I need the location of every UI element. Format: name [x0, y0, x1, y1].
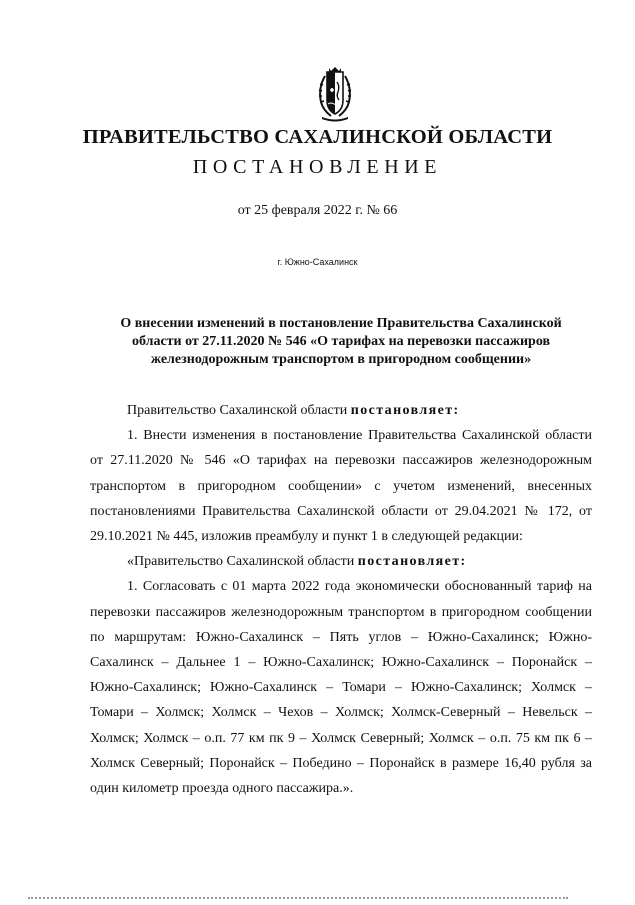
document-date-number: от 25 февраля 2022 г. № 66	[237, 203, 398, 218]
document-subject	[88, 315, 594, 369]
body-paragraph-quoted-item-1: 1. Согласовать с 01 марта 2022 года экономически обоснованный тариф на перевозки пассажиров железнодорожным транспортом в пригородном сообщении по маршрутам: Южно-Сахалинск – Пять углов – Южно-Сахалинск; Южно-Сахалинск – Дальнее 1 – Южно-Сахалинск; Южно-Сахалинск – Поронайск – Южно-Сахалинск; Южно-Сахалинск – Томари – Южно-Сахалинск; Холмск – Томари – Холмск; Холмск – Чехов – Холмск; Холмск-Северный – Невельск – Холмск; Холмск – о.п. 77 км пк 9 – Холмск Северный; Холмск – о.п. 75 км пк 6 – Холмск Северный; Поронайск – Победино – Поронайск в размере 16,40 рубля за один километр проезда одного пассажира.».	[90, 579, 592, 797]
quoted-preamble-text: «Правительство Сахалинской области	[127, 554, 358, 570]
subject-line: области от 27.11.2020 № 546 «О тарифах на перевозки пассажиров	[131, 334, 551, 349]
subject-line: О внесении изменений в постановление Правительства Сахалинской	[120, 316, 562, 331]
document-body	[90, 398, 592, 801]
scan-edge-artifact	[28, 897, 568, 899]
preamble-text: Правительство Сахалинской области	[127, 403, 351, 418]
preamble-verb: постановляет:	[350, 403, 460, 418]
body-paragraph-item-1: 1. Внести изменения в постановление Правительства Сахалинской области от 27.11.2020 № 546 «О тарифах на перевозки пассажиров железнодорожным транспортом в пригородном сообщении» с учетом изменений, внесенных постановлениями Правительства Сахалинской области от 29.04.2021 № 172, от 29.10.2021 № 445, изложив преамбулу и пункт 1 в следующей редакции:	[90, 428, 592, 545]
body-paragraph-preamble	[90, 398, 592, 423]
subject-line: железнодорожным транспортом в пригородном сообщении»	[150, 352, 532, 367]
sakhalin-coat-of-arms-icon	[314, 66, 356, 122]
document-city: г. Южно-Сахалинск	[277, 257, 358, 267]
body-paragraph-quoted-preamble	[90, 549, 592, 574]
government-title: ПРАВИТЕЛЬСТВО САХАЛИНСКОЙ ОБЛАСТИ	[82, 126, 553, 148]
document-type: ПОСТАНОВЛЕНИЕ	[192, 156, 443, 178]
quoted-preamble-verb: постановляет:	[357, 554, 467, 570]
